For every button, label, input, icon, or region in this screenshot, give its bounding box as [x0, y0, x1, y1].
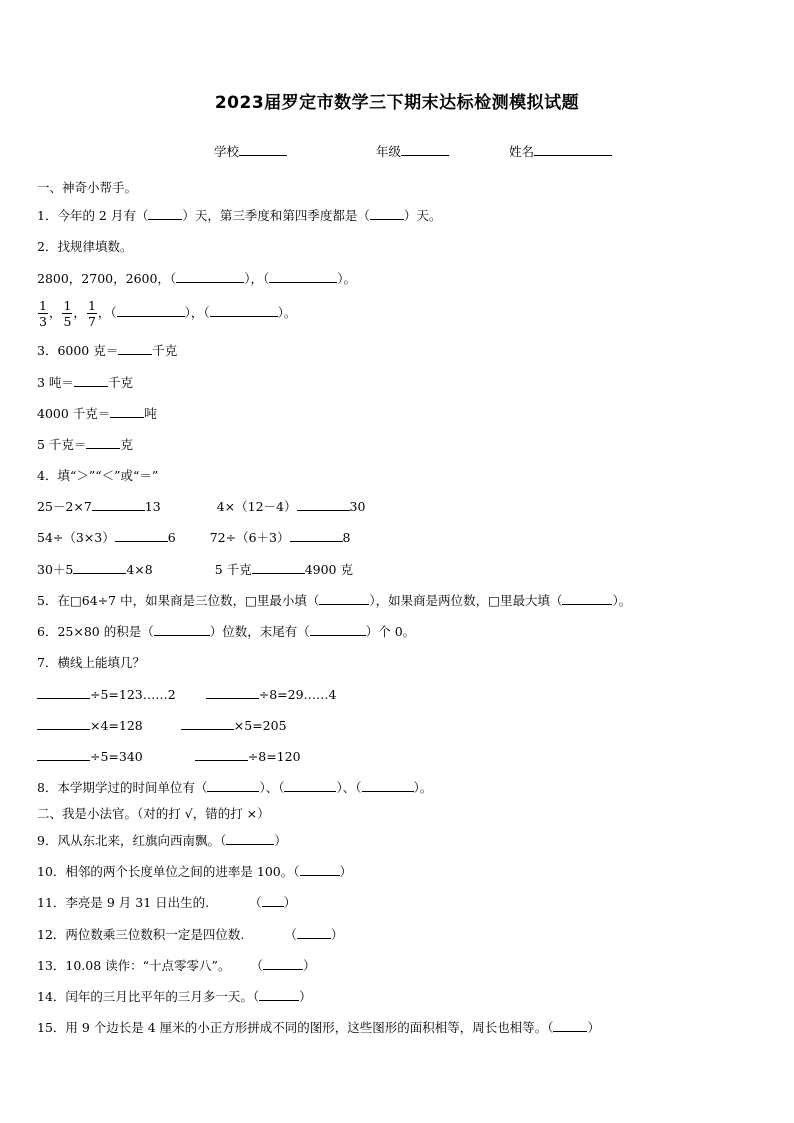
section-2-heading: 二、我是小法官。（对的打 √，错的打 ×）	[37, 806, 270, 821]
answer-blank[interactable]	[86, 437, 120, 449]
answer-blank[interactable]	[259, 989, 299, 1001]
answer-blank[interactable]	[148, 208, 182, 220]
question-7-row-3: ÷5=340 ÷8=120	[37, 749, 301, 765]
section-1-heading: 一、神奇小帮手。	[37, 180, 138, 195]
school-field[interactable]	[214, 142, 287, 160]
question-13: 13．10.08 读作：“十点零零八”。 （ ）	[37, 958, 316, 973]
question-3a: 3．6000 克＝ 千克	[37, 343, 178, 358]
school-blank[interactable]	[239, 144, 287, 156]
answer-blank[interactable]	[252, 562, 305, 574]
fraction: $\frac{1}{7}$	[87, 298, 96, 329]
question-14: 14．闰年的三月比平年的三月多一天。（ ）	[37, 989, 312, 1004]
question-2-fractions: $\frac{1}{3}$ ， $\frac{1}{5}$ ， $\frac{1}{7}$ ，（ ），（ ）。	[39, 298, 297, 329]
fraction: $\frac{1}{3}$	[39, 298, 47, 329]
question-10: 10．相邻的两个长度单位之间的进率是 100。（ ）	[37, 864, 353, 879]
question-4-row-2: 54÷（3×3） 6 72÷（6＋3） 8	[37, 530, 351, 545]
answer-blank[interactable]	[37, 687, 90, 699]
name-field[interactable]	[509, 142, 612, 160]
answer-blank[interactable]	[207, 780, 259, 792]
answer-blank[interactable]	[269, 271, 337, 283]
question-1: 1．今年的 2 月有（ ）天，第三季度和第四季度都是（ ）天。	[37, 208, 442, 223]
answer-blank[interactable]	[562, 593, 612, 605]
question-11: 11．李亮是 9 月 31 日出生的. （ ）	[37, 895, 297, 910]
name-label: 姓名	[509, 144, 535, 159]
question-4-row-3: 30＋5 4×8 5 千克 4900 克	[37, 562, 353, 577]
question-4-row-1: 25－2×7 13 4×（12－4） 30	[37, 499, 366, 514]
question-3b: 3 吨＝ 千克	[37, 375, 133, 390]
fraction: $\frac{1}{5}$	[63, 298, 72, 329]
answer-blank[interactable]	[362, 780, 414, 792]
answer-blank[interactable]	[117, 305, 185, 317]
answer-blank[interactable]	[553, 1020, 587, 1032]
question-9: 9．风从东北来，红旗向西南飘。（ ）	[37, 833, 287, 848]
school-label: 学校	[214, 144, 240, 159]
grade-field[interactable]	[376, 142, 449, 160]
question-4-title: 4．填“＞”“＜”或“＝”	[37, 468, 159, 483]
question-2-sequence: 2800，2700，2600，（ ），（ ）。	[37, 271, 356, 286]
name-blank[interactable]	[534, 144, 612, 156]
question-3d: 5 千克＝ 克	[37, 437, 133, 452]
answer-blank[interactable]	[176, 271, 244, 283]
question-7-title: 7．横线上能填几？	[37, 655, 145, 670]
question-15: 15．用 9 个边长是 4 厘米的小正方形拼成不同的图形，这些图形的面积相等，周长也相等。（ ）	[37, 1020, 600, 1035]
answer-blank[interactable]	[226, 833, 274, 845]
question-3c: 4000 千克＝ 吨	[37, 406, 157, 421]
answer-blank[interactable]	[300, 864, 340, 876]
question-2-title: 2．找规律填数。	[37, 239, 133, 254]
answer-blank[interactable]	[154, 624, 210, 636]
grade-blank[interactable]	[401, 144, 449, 156]
answer-blank[interactable]	[310, 624, 366, 636]
answer-blank[interactable]	[263, 958, 303, 970]
answer-blank[interactable]	[110, 406, 144, 418]
answer-blank[interactable]	[118, 343, 152, 355]
answer-blank[interactable]	[262, 895, 284, 907]
answer-blank[interactable]	[319, 593, 369, 605]
question-5: 5．在□64÷7 中，如果商是三位数，□里最小填（ ），如果商是两位数，□里最大填（ ）。	[37, 593, 632, 608]
answer-blank[interactable]	[37, 718, 90, 730]
answer-blank[interactable]	[37, 749, 90, 761]
answer-blank[interactable]	[297, 499, 350, 511]
question-7-row-2: ×4=128 ×5=205	[37, 718, 287, 734]
grade-label: 年级	[376, 144, 402, 159]
question-7-row-1: ÷5=123……2 ÷8=29……4	[37, 687, 336, 703]
answer-blank[interactable]	[290, 530, 343, 542]
answer-blank[interactable]	[210, 305, 278, 317]
question-6: 6．25×80 的积是（ ）位数，末尾有（ ）个 0。	[37, 624, 416, 639]
question-12: 12．两位数乘三位数积一定是四位数. （ ）	[37, 927, 344, 942]
page-title: 2023届罗定市数学三下期末达标检测模拟试题	[214, 93, 580, 113]
answer-blank[interactable]	[206, 687, 259, 699]
answer-blank[interactable]	[297, 927, 331, 939]
answer-blank[interactable]	[73, 562, 126, 574]
answer-blank[interactable]	[181, 718, 234, 730]
answer-blank[interactable]	[74, 375, 108, 387]
answer-blank[interactable]	[370, 208, 404, 220]
question-8: 8．本学期学过的时间单位有（ ）、（ ）、（ ）。	[37, 780, 433, 795]
answer-blank[interactable]	[195, 749, 248, 761]
answer-blank[interactable]	[284, 780, 336, 792]
answer-blank[interactable]	[115, 530, 168, 542]
answer-blank[interactable]	[92, 499, 145, 511]
